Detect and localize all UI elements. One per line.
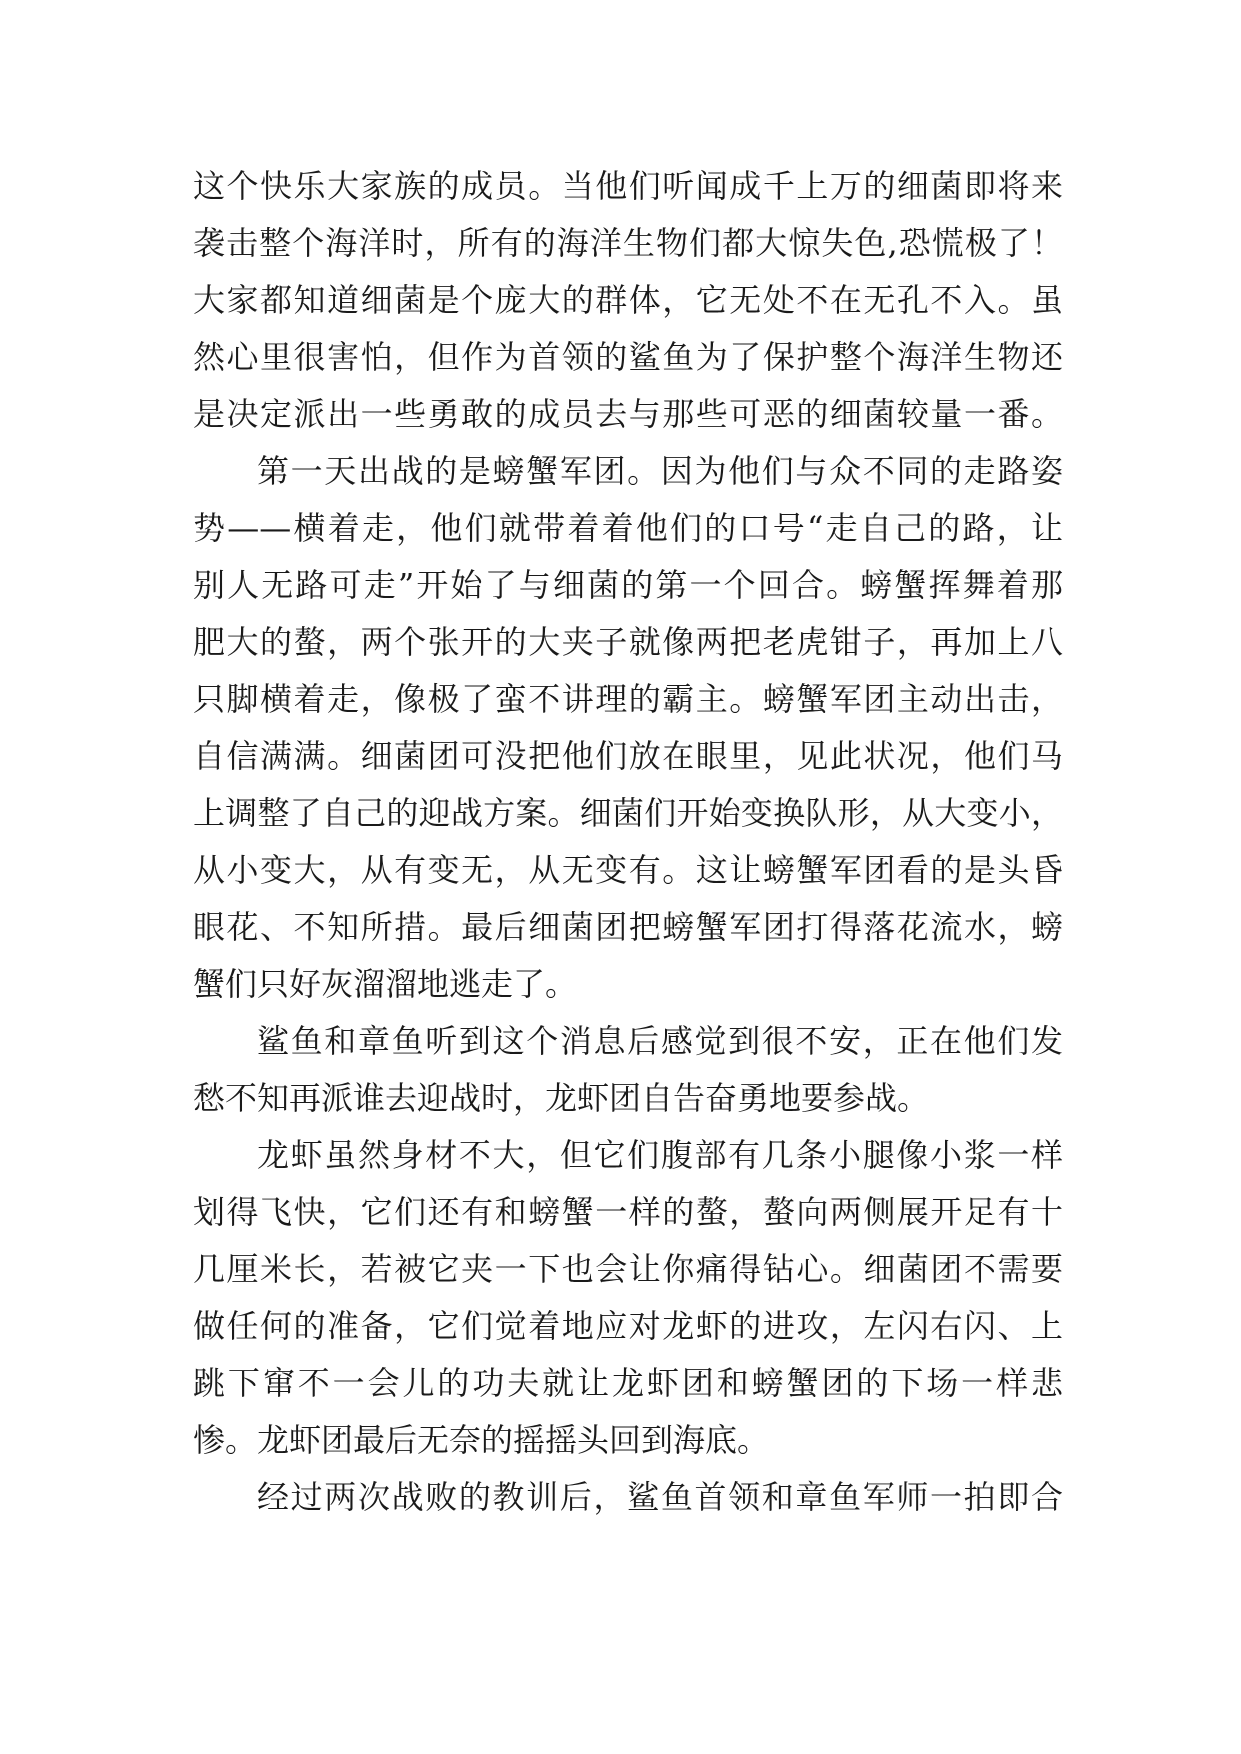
text-line: 几厘米长，若被它夹一下也会让你痛得钻心。细菌团不需要 [193, 1250, 1063, 1288]
text-line: 龙虾虽然身材不大，但它们腹部有几条小腿像小浆一样 [257, 1136, 1063, 1174]
text-line: 从小变大，从有变无，从无变有。这让螃蟹军团看的是头昏 [193, 851, 1063, 889]
text-line: 上调整了自己的迎战方案。细菌们开始变换队形，从大变小， [193, 794, 1063, 832]
paragraph [193, 158, 1063, 443]
text-line: 肥大的螯，两个张开的大夹子就像两把老虎钳子，再加上八 [193, 623, 1063, 661]
text-line: 第一天出战的是螃蟹军团。因为他们与众不同的走路姿 [257, 452, 1063, 490]
text-line: 自信满满。细菌团可没把他们放在眼里，见此状况，他们马 [193, 737, 1063, 775]
text-line: 袭击整个海洋时，所有的海洋生物们都大惊失色,恐慌极了！ [193, 224, 1063, 262]
paragraph [193, 443, 1063, 1013]
text-line: 惨。龙虾团最后无奈的摇摇头回到海底。 [193, 1421, 770, 1459]
text-line: 经过两次战败的教训后，鲨鱼首领和章鱼军师一拍即合 [257, 1478, 1063, 1516]
text-line: 这个快乐大家族的成员。当他们听闻成千上万的细菌即将来 [193, 167, 1063, 205]
body-text [193, 158, 1063, 1526]
text-line: 划得飞快，它们还有和螃蟹一样的螯，螯向两侧展开足有十 [193, 1193, 1063, 1231]
paragraph [193, 1469, 1063, 1526]
text-line: 蟹们只好灰溜溜地逃走了。 [193, 965, 578, 1003]
text-line: 愁不知再派谁去迎战时，龙虾团自告奋勇地要参战。 [193, 1079, 930, 1117]
text-line: 跳下窜不一会儿的功夫就让龙虾团和螃蟹团的下场一样悲 [193, 1364, 1063, 1402]
text-line: 鲨鱼和章鱼听到这个消息后感觉到很不安，正在他们发 [257, 1022, 1063, 1060]
text-line: 做任何的准备，它们觉着地应对龙虾的进攻，左闪右闪、上 [193, 1307, 1063, 1345]
text-line: 大家都知道细菌是个庞大的群体，它无处不在无孔不入。虽 [193, 281, 1063, 319]
text-line: 只脚横着走，像极了蛮不讲理的霸主。螃蟹军团主动出击， [193, 680, 1063, 718]
text-line: 势——横着走，他们就带着着他们的口号“走自己的路，让 [193, 509, 1063, 547]
text-line: 然心里很害怕，但作为首领的鲨鱼为了保护整个海洋生物还 [193, 338, 1063, 376]
text-line: 别人无路可走”开始了与细菌的第一个回合。螃蟹挥舞着那 [193, 566, 1063, 604]
text-line: 眼花、不知所措。最后细菌团把螃蟹军团打得落花流水，螃 [193, 908, 1063, 946]
paragraph [193, 1013, 1063, 1127]
paragraph [193, 1127, 1063, 1469]
text-line: 是决定派出一些勇敢的成员去与那些可恶的细菌较量一番。 [193, 395, 1063, 433]
